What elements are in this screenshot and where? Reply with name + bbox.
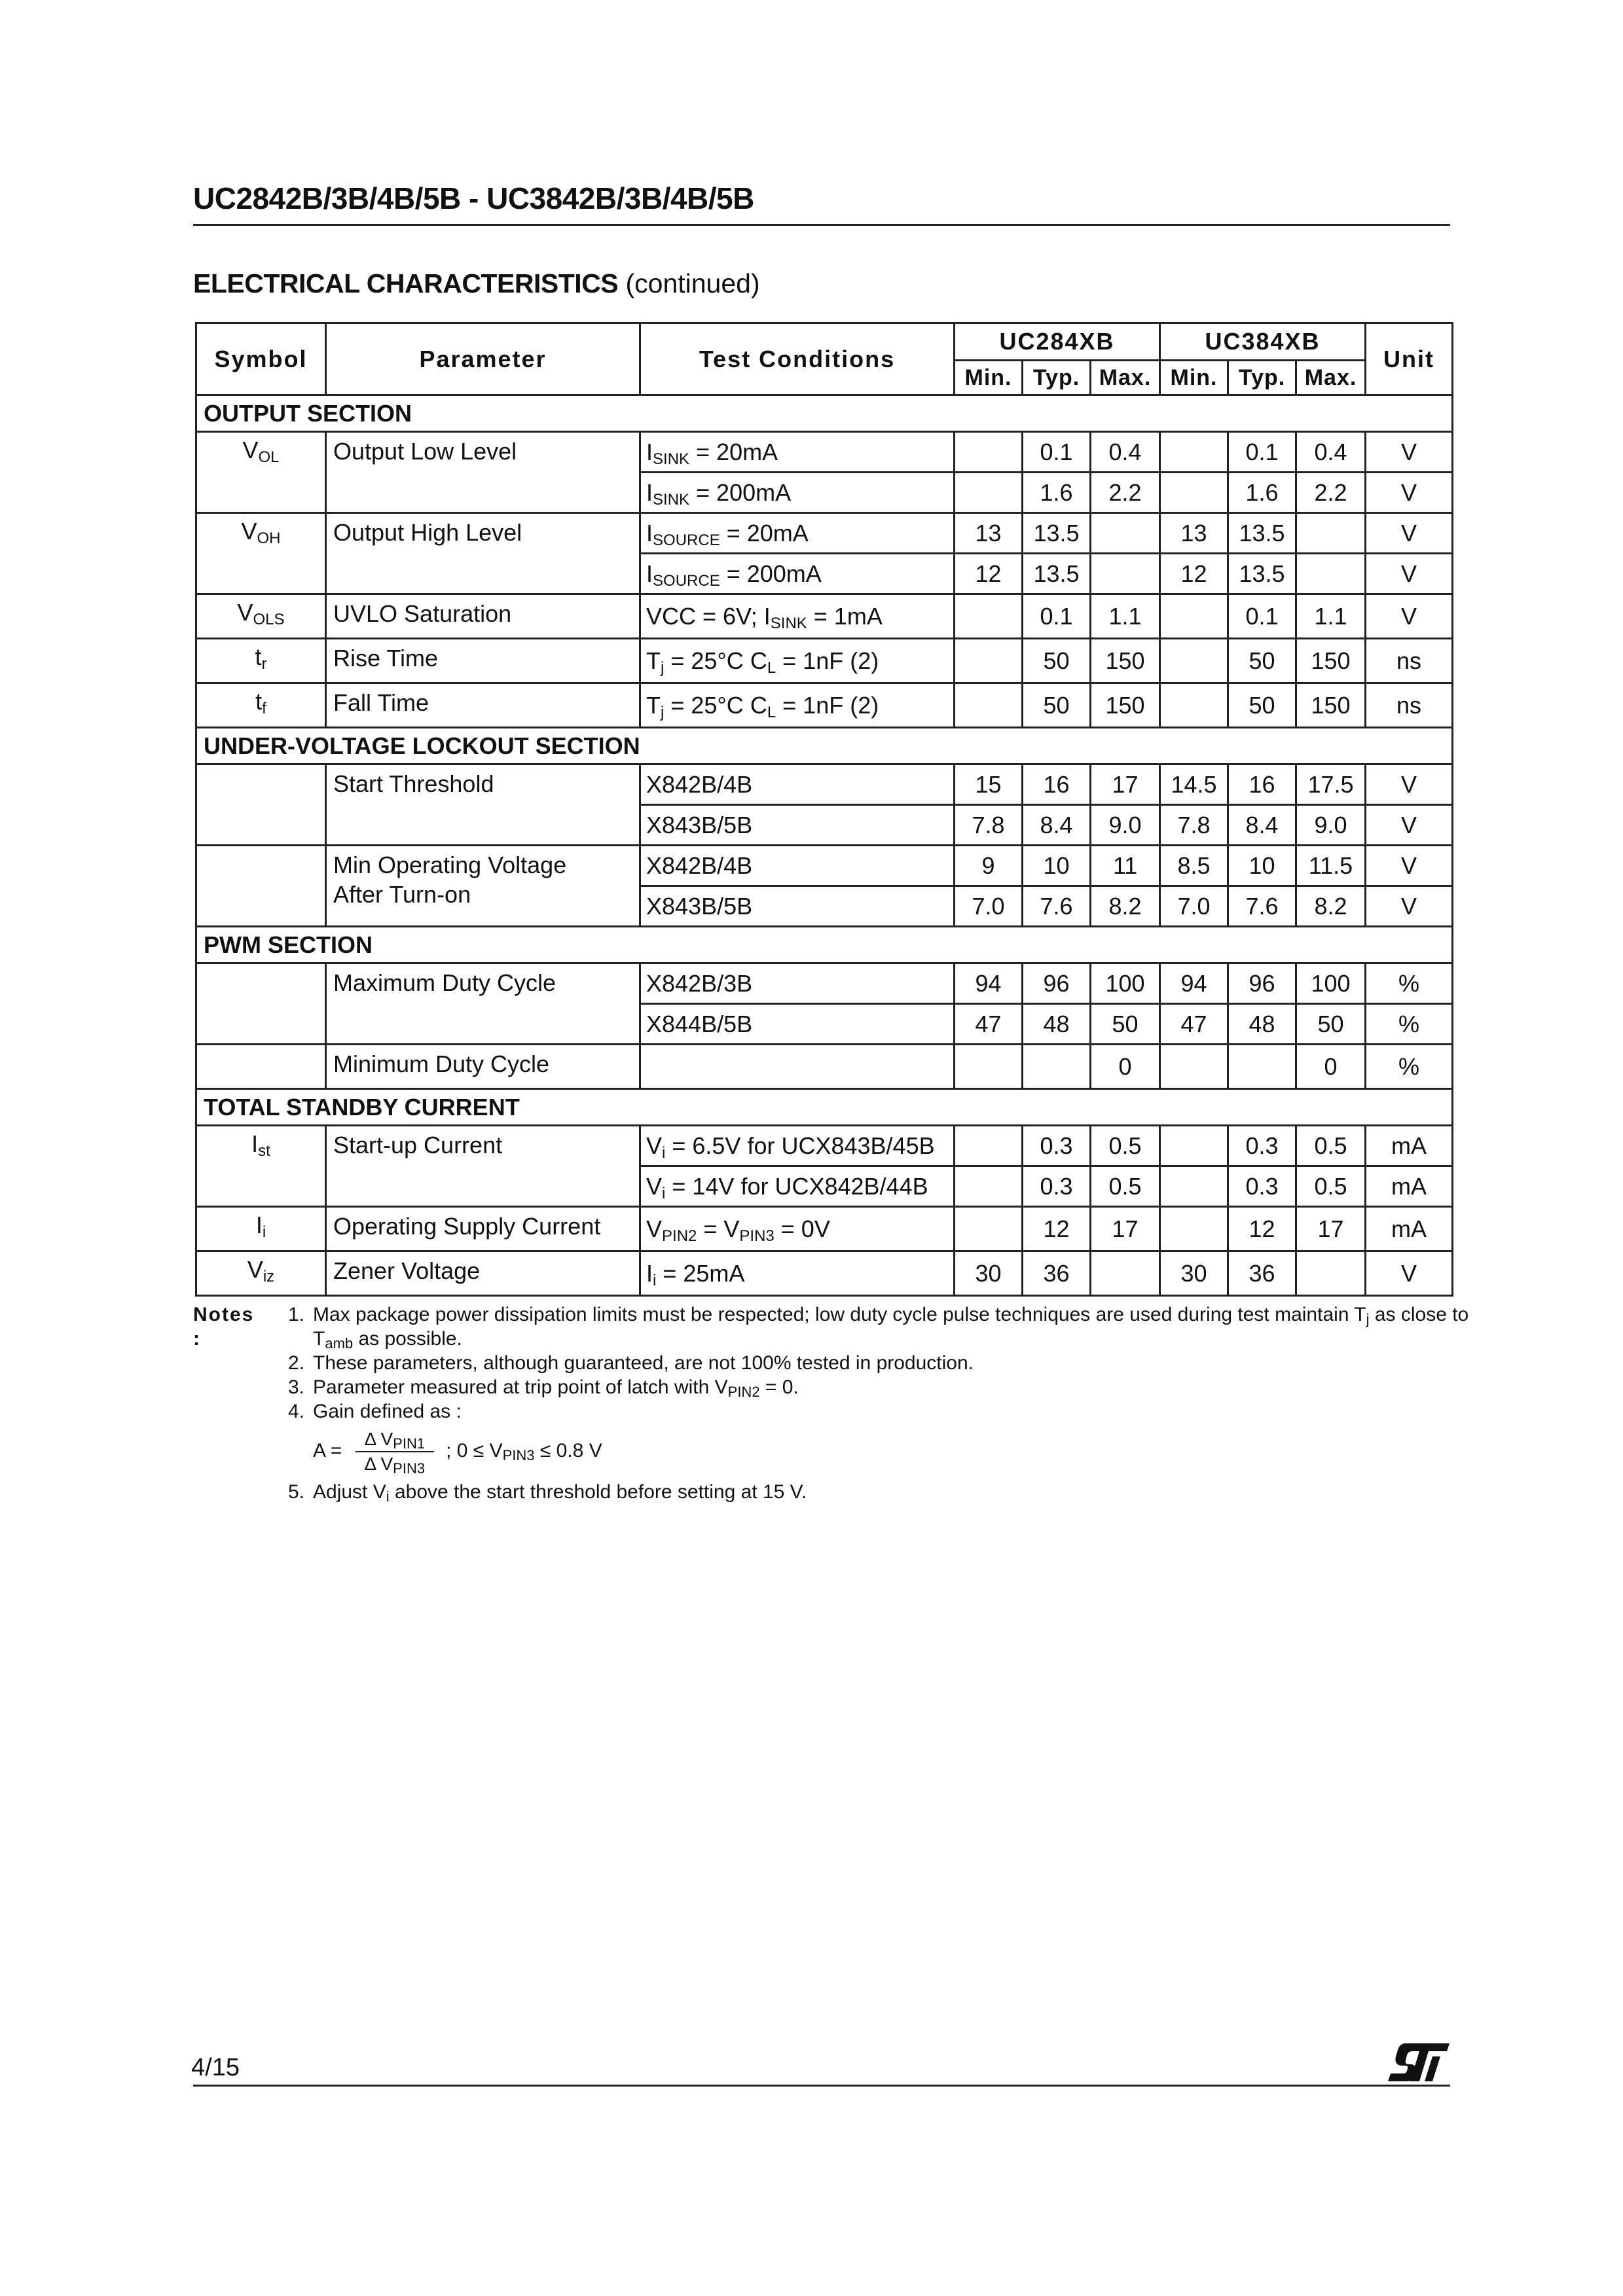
value-max-284: 150	[1091, 683, 1160, 728]
footer-rule	[193, 2085, 1450, 2087]
value-max-284: 9.0	[1091, 805, 1160, 846]
table-row	[196, 594, 1453, 639]
value-typ-284: 13.5	[1023, 513, 1091, 554]
value-unit: V	[1366, 886, 1453, 927]
condition: $I_i = 25mA$	[640, 1251, 955, 1296]
param-output-high-level: Output High Level	[326, 513, 640, 594]
condition: X842B/3B	[640, 963, 955, 1004]
value-max-284: 17	[1091, 764, 1160, 805]
value-max-284: 2.2	[1091, 473, 1160, 513]
value-min-284: 47	[955, 1004, 1023, 1045]
value-min-384: 94	[1160, 963, 1228, 1004]
value-max-284: 100	[1091, 963, 1160, 1004]
value-max-384: 0.5	[1296, 1126, 1366, 1166]
section-row-pwm: PWM SECTION	[196, 927, 1453, 963]
value-unit: V	[1366, 1251, 1453, 1296]
header-unit: Unit	[1366, 323, 1453, 395]
value-min-284	[955, 683, 1023, 728]
value-max-284: 11	[1091, 846, 1160, 886]
electrical-characteristics-table	[195, 322, 1453, 1297]
value-typ-284: 0.3	[1023, 1166, 1091, 1207]
param-min-operating-voltage: Min Operating Voltage After Turn-on	[326, 846, 640, 927]
value-max-384: 0	[1296, 1045, 1366, 1089]
document-header-title: UC2842B/3B/4B/5B - UC3842B/3B/4B/5B	[193, 181, 754, 215]
table-row	[196, 1207, 1453, 1251]
value-typ-384: 50	[1228, 683, 1296, 728]
header-uc284xb: UC284XB	[955, 323, 1160, 361]
symbol-empty	[196, 1045, 326, 1089]
condition: X843B/5B	[640, 805, 955, 846]
param-startup-current: Start-up Current	[326, 1126, 640, 1207]
value-min-284: 9	[955, 846, 1023, 886]
value-max-384: 1.1	[1296, 594, 1366, 639]
value-unit: %	[1366, 1004, 1453, 1045]
condition: VCC = 6V; $I_{SINK} = 1mA$	[640, 594, 955, 639]
value-max-384: 11.5	[1296, 846, 1366, 886]
value-typ-384: 0.1	[1228, 594, 1296, 639]
value-max-284	[1091, 1251, 1160, 1296]
value-min-384	[1160, 683, 1228, 728]
symbol-voh: $V_{OH}$	[196, 513, 326, 594]
value-max-284: 0.5	[1091, 1166, 1160, 1207]
value-unit: V	[1366, 846, 1453, 886]
value-max-384: 0.4	[1296, 432, 1366, 473]
value-unit: V	[1366, 432, 1453, 473]
value-typ-284: 0.1	[1023, 594, 1091, 639]
header-parameter: Parameter	[326, 323, 640, 395]
value-typ-384: 12	[1228, 1207, 1296, 1251]
value-max-284: 0.5	[1091, 1126, 1160, 1166]
condition: X842B/4B	[640, 846, 955, 886]
value-max-384: 2.2	[1296, 473, 1366, 513]
symbol-ist: $I_{st}$	[196, 1126, 326, 1207]
value-min-284	[955, 1045, 1023, 1089]
section-row-output: OUTPUT SECTION	[196, 395, 1453, 432]
value-typ-284: 10	[1023, 846, 1091, 886]
value-min-284	[955, 594, 1023, 639]
value-max-284: 0.4	[1091, 432, 1160, 473]
value-min-384: 14.5	[1160, 764, 1228, 805]
condition: $V_i = 6.5V$ for UCX843B/45B	[640, 1126, 955, 1166]
condition: $I_{SOURCE} = 20mA$	[640, 513, 955, 554]
value-typ-284: 0.1	[1023, 432, 1091, 473]
value-max-284: 8.2	[1091, 886, 1160, 927]
value-min-384: 13	[1160, 513, 1228, 554]
note-2: 2. These parameters, although guaranteed, are not 100% tested in production.	[288, 1352, 974, 1374]
condition: $I_{SOURCE} = 200mA$	[640, 554, 955, 594]
value-typ-384: 48	[1228, 1004, 1296, 1045]
table-row	[196, 432, 1453, 473]
value-typ-384: 13.5	[1228, 554, 1296, 594]
param-uvlo-saturation: UVLO Saturation	[326, 594, 640, 639]
value-min-384: 7.0	[1160, 886, 1228, 927]
symbol-empty	[196, 764, 326, 846]
value-unit: V	[1366, 764, 1453, 805]
value-typ-384: 50	[1228, 639, 1296, 683]
note-1: 1. Max package power dissipation limits must be respected; low duty cycle pulse techniques are used during test maintain Tj as close to Tamb as possible.	[288, 1304, 1469, 1352]
table-row	[196, 764, 1453, 805]
value-typ-384: 36	[1228, 1251, 1296, 1296]
param-zener-voltage: Zener Voltage	[326, 1251, 640, 1296]
value-unit: mA	[1366, 1207, 1453, 1251]
header-min: Min.	[955, 361, 1023, 395]
param-maximum-duty-cycle: Maximum Duty Cycle	[326, 963, 640, 1045]
symbol-ii: $I_i$	[196, 1207, 326, 1251]
section-title-suffix: (continued)	[625, 268, 760, 298]
table-row	[196, 963, 1453, 1004]
table-row	[196, 846, 1453, 886]
value-max-284	[1091, 554, 1160, 594]
value-typ-284	[1023, 1045, 1091, 1089]
value-max-384	[1296, 513, 1366, 554]
value-min-284	[955, 432, 1023, 473]
value-max-384	[1296, 554, 1366, 594]
table-row	[196, 639, 1453, 683]
value-typ-284: 0.3	[1023, 1126, 1091, 1166]
value-min-384	[1160, 473, 1228, 513]
value-max-384: 150	[1296, 639, 1366, 683]
value-typ-284: 50	[1023, 639, 1091, 683]
value-min-284: 7.8	[955, 805, 1023, 846]
value-max-284: 150	[1091, 639, 1160, 683]
notes-list	[288, 1302, 1486, 1504]
value-typ-384: 1.6	[1228, 473, 1296, 513]
value-typ-384	[1228, 1045, 1296, 1089]
symbol-tf: $t_f$	[196, 683, 326, 728]
value-min-284: 12	[955, 554, 1023, 594]
value-min-384: 47	[1160, 1004, 1228, 1045]
header-rule	[193, 224, 1450, 226]
page-number: 4/15	[191, 2054, 240, 2081]
value-min-384	[1160, 1126, 1228, 1166]
symbol-tr: $t_r$	[196, 639, 326, 683]
value-min-284	[955, 473, 1023, 513]
header-test-conditions: Test Conditions	[640, 323, 955, 395]
header-uc384xb: UC384XB	[1160, 323, 1366, 361]
value-unit: ns	[1366, 639, 1453, 683]
condition: X843B/5B	[640, 886, 955, 927]
notes-label: Notes :	[193, 1304, 255, 1350]
value-min-384: 8.5	[1160, 846, 1228, 886]
value-typ-284: 16	[1023, 764, 1091, 805]
st-logo	[1387, 2041, 1451, 2087]
value-max-284	[1091, 513, 1160, 554]
value-min-284: 30	[955, 1251, 1023, 1296]
value-min-284	[955, 1166, 1023, 1207]
value-max-384: 50	[1296, 1004, 1366, 1045]
value-min-384	[1160, 1166, 1228, 1207]
param-fall-time: Fall Time	[326, 683, 640, 728]
value-typ-284: 36	[1023, 1251, 1091, 1296]
condition: $V_i = 14V$ for UCX842B/44B	[640, 1166, 955, 1207]
condition	[640, 1045, 955, 1089]
value-min-284: 15	[955, 764, 1023, 805]
value-typ-384: 13.5	[1228, 513, 1296, 554]
value-unit: V	[1366, 554, 1453, 594]
value-min-384	[1160, 1045, 1228, 1089]
value-max-284: 0	[1091, 1045, 1160, 1089]
value-min-384: 30	[1160, 1251, 1228, 1296]
value-max-384: 8.2	[1296, 886, 1366, 927]
value-typ-284: 13.5	[1023, 554, 1091, 594]
header-typ: Typ.	[1023, 361, 1091, 395]
value-typ-384: 0.1	[1228, 432, 1296, 473]
value-unit: V	[1366, 594, 1453, 639]
condition: X844B/5B	[640, 1004, 955, 1045]
value-min-384	[1160, 1207, 1228, 1251]
table-row	[196, 1126, 1453, 1166]
value-unit: mA	[1366, 1126, 1453, 1166]
value-max-284: 1.1	[1091, 594, 1160, 639]
value-unit: %	[1366, 1045, 1453, 1089]
value-unit: mA	[1366, 1166, 1453, 1207]
condition: $V_{PIN2} = V_{PIN3} = 0V$	[640, 1207, 955, 1251]
param-start-threshold: Start Threshold	[326, 764, 640, 846]
header-symbol: Symbol	[196, 323, 326, 395]
value-min-284	[955, 639, 1023, 683]
param-rise-time: Rise Time	[326, 639, 640, 683]
condition: $T_j = 25^\circ C$ $C_L = 1nF$ (2)	[640, 639, 955, 683]
value-min-384	[1160, 639, 1228, 683]
value-typ-384: 8.4	[1228, 805, 1296, 846]
note-5: 5. Adjust Vi above the start threshold before setting at 15 V.	[288, 1481, 807, 1505]
value-typ-284: 50	[1023, 683, 1091, 728]
param-output-low-level: Output Low Level	[326, 432, 640, 513]
section-row-standby: TOTAL STANDBY CURRENT	[196, 1089, 1453, 1126]
value-min-284: 7.0	[955, 886, 1023, 927]
value-typ-284: 96	[1023, 963, 1091, 1004]
value-unit: V	[1366, 513, 1453, 554]
symbol-viz: $V_{iz}$	[196, 1251, 326, 1296]
value-max-384	[1296, 1251, 1366, 1296]
condition: $T_j = 25^\circ C$ $C_L = 1nF$ (2)	[640, 683, 955, 728]
header-max: Max.	[1091, 361, 1160, 395]
value-min-384: 7.8	[1160, 805, 1228, 846]
condition: $I_{SINK} = 20mA$	[640, 432, 955, 473]
value-typ-284: 12	[1023, 1207, 1091, 1251]
value-min-284: 94	[955, 963, 1023, 1004]
value-typ-384: 0.3	[1228, 1166, 1296, 1207]
value-min-384	[1160, 594, 1228, 639]
value-min-284	[955, 1207, 1023, 1251]
value-unit: %	[1366, 963, 1453, 1004]
value-typ-384: 7.6	[1228, 886, 1296, 927]
value-typ-384: 96	[1228, 963, 1296, 1004]
value-min-284: 13	[955, 513, 1023, 554]
value-max-384: 150	[1296, 683, 1366, 728]
note-4: 4. Gain defined as :	[288, 1401, 462, 1422]
value-typ-284: 48	[1023, 1004, 1091, 1045]
note-3: 3. Parameter measured at trip point of latch with VPIN2 = 0.	[288, 1376, 799, 1400]
gain-formula: A = $\frac{\text{Δ VPIN1}}{\text{Δ VPIN3}}$ ; 0 ≤ VPIN3 ≤ 0.8 V	[313, 1429, 602, 1477]
value-typ-384: 0.3	[1228, 1126, 1296, 1166]
value-max-384: 100	[1296, 963, 1366, 1004]
header-typ: Typ.	[1228, 361, 1296, 395]
value-max-384: 17.5	[1296, 764, 1366, 805]
value-min-384: 12	[1160, 554, 1228, 594]
value-max-284: 50	[1091, 1004, 1160, 1045]
section-title-main: ELECTRICAL CHARACTERISTICS	[193, 268, 619, 298]
value-typ-284: 1.6	[1023, 473, 1091, 513]
value-max-284: 17	[1091, 1207, 1160, 1251]
table-row	[196, 1045, 1453, 1089]
value-unit: V	[1366, 473, 1453, 513]
value-unit: ns	[1366, 683, 1453, 728]
value-min-284	[955, 1126, 1023, 1166]
value-typ-384: 10	[1228, 846, 1296, 886]
value-unit: V	[1366, 805, 1453, 846]
symbol-vol: $V_{OL}$	[196, 432, 326, 513]
section-row-uvlo: UNDER-VOLTAGE LOCKOUT SECTION	[196, 728, 1453, 764]
symbol-empty	[196, 963, 326, 1045]
value-max-384: 9.0	[1296, 805, 1366, 846]
table-row	[196, 1251, 1453, 1296]
value-typ-384: 16	[1228, 764, 1296, 805]
param-operating-supply-current: Operating Supply Current	[326, 1207, 640, 1251]
value-typ-284: 7.6	[1023, 886, 1091, 927]
condition: $I_{SINK} = 200mA$	[640, 473, 955, 513]
value-max-384: 17	[1296, 1207, 1366, 1251]
gain-fraction: $\frac{\text{Δ VPIN1}}{\text{Δ VPIN3}}$	[356, 1427, 435, 1476]
header-min: Min.	[1160, 361, 1228, 395]
table-row	[196, 513, 1453, 554]
condition: X842B/4B	[640, 764, 955, 805]
table-row	[196, 683, 1453, 728]
value-min-384	[1160, 432, 1228, 473]
symbol-empty	[196, 846, 326, 927]
value-typ-284: 8.4	[1023, 805, 1091, 846]
header-max: Max.	[1296, 361, 1366, 395]
symbol-vols: $V_{OLS}$	[196, 594, 326, 639]
section-title	[193, 268, 760, 299]
param-minimum-duty-cycle: Minimum Duty Cycle	[326, 1045, 640, 1089]
value-max-384: 0.5	[1296, 1166, 1366, 1207]
